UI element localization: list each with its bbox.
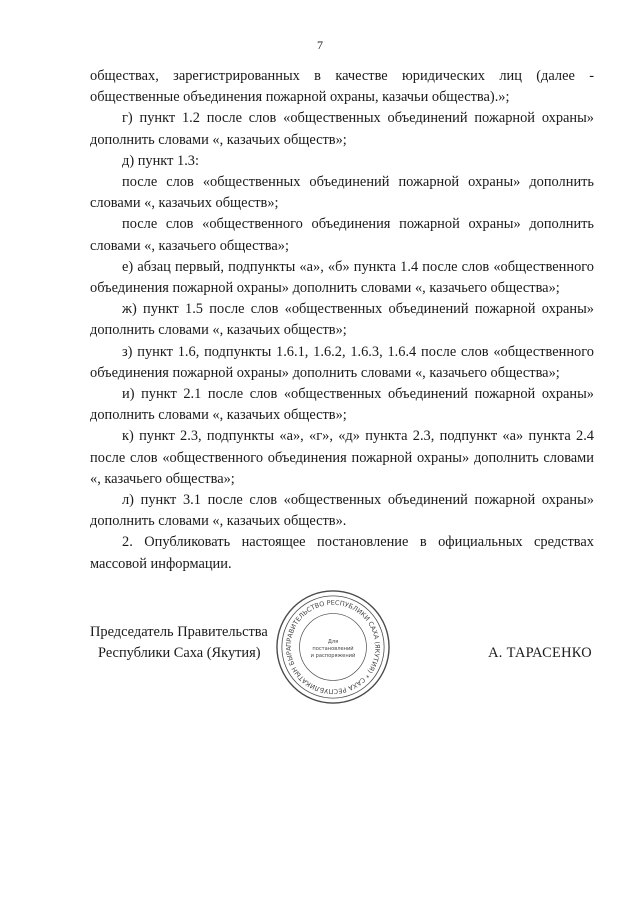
paragraph: к) пункт 2.3, подпункты «а», «г», «д» пункта 2.3, подпункт «а» пункта 2.4 после слов «общественного объединения пожарной охраны» дополнить словами «, казачьего общества»; (90, 428, 594, 487)
paragraph: обществах, зарегистрированных в качестве юридических лиц (далее - общественные объединения пожарной охраны, казачьи общества).»; (90, 68, 594, 106)
seal-outer-text: ПРАВИТЕЛЬСТВО РЕСПУБЛИКИ САХА (ЯКУТИЯ) * САХА РЕСПУБЛИКАТЫН БЫРА (284, 598, 382, 696)
paragraph: е) абзац первый, подпункты «а», «б» пункта 1.4 после слов «общественного объединения пожарной охраны» дополнить словами «, казачьего общества»; (90, 258, 594, 297)
signature-block (90, 598, 594, 742)
signer-title-line2: Республики Саха (Якутия) (98, 645, 261, 661)
signer-name: А. ТАРАСЕНКО (488, 645, 592, 661)
paragraph: ж) пункт 1.5 после слов «общественных объединений пожарной охраны» дополнить словами «, казачьих обществ»; (90, 301, 594, 339)
signer-title-line1: Председатель Правительства (90, 624, 268, 640)
paragraph: л) пункт 3.1 после слов «общественных объединений пожарной охраны» дополнить словами «, казачьих обществ». (90, 492, 594, 530)
paragraph: после слов «общественного объединения пожарной охраны» дополнить словами «, казачьего общества»; (90, 216, 594, 254)
paragraph: з) пункт 1.6, подпункты 1.6.1, 1.6.2, 1.6.3, 1.6.4 после слов «общественного объединения пожарной охраны» дополнить словами «, казачьего общества»; (90, 343, 594, 381)
signer-title (90, 622, 268, 664)
paragraph: 2. Опубликовать настоящее постановление в официальных средствах массовой информации. (90, 534, 594, 572)
page-number: 7 (317, 38, 323, 52)
paragraph: после слов «общественных объединений пожарной охраны» дополнить словами «, казачьих обществ»; (90, 174, 594, 212)
paragraph: и) пункт 2.1 после слов «общественных объединений пожарной охраны» дополнить словами «, казачьих обществ»; (90, 386, 594, 424)
paragraph: г) пункт 1.2 после слов «общественных объединений пожарной охраны» дополнить словами «, казачьих обществ»; (90, 110, 594, 148)
official-seal (274, 588, 392, 706)
paragraph: д) пункт 1.3: (122, 152, 199, 169)
document-body (90, 66, 594, 575)
seal-center-text: Для постановлений и распоряжений (310, 639, 356, 659)
